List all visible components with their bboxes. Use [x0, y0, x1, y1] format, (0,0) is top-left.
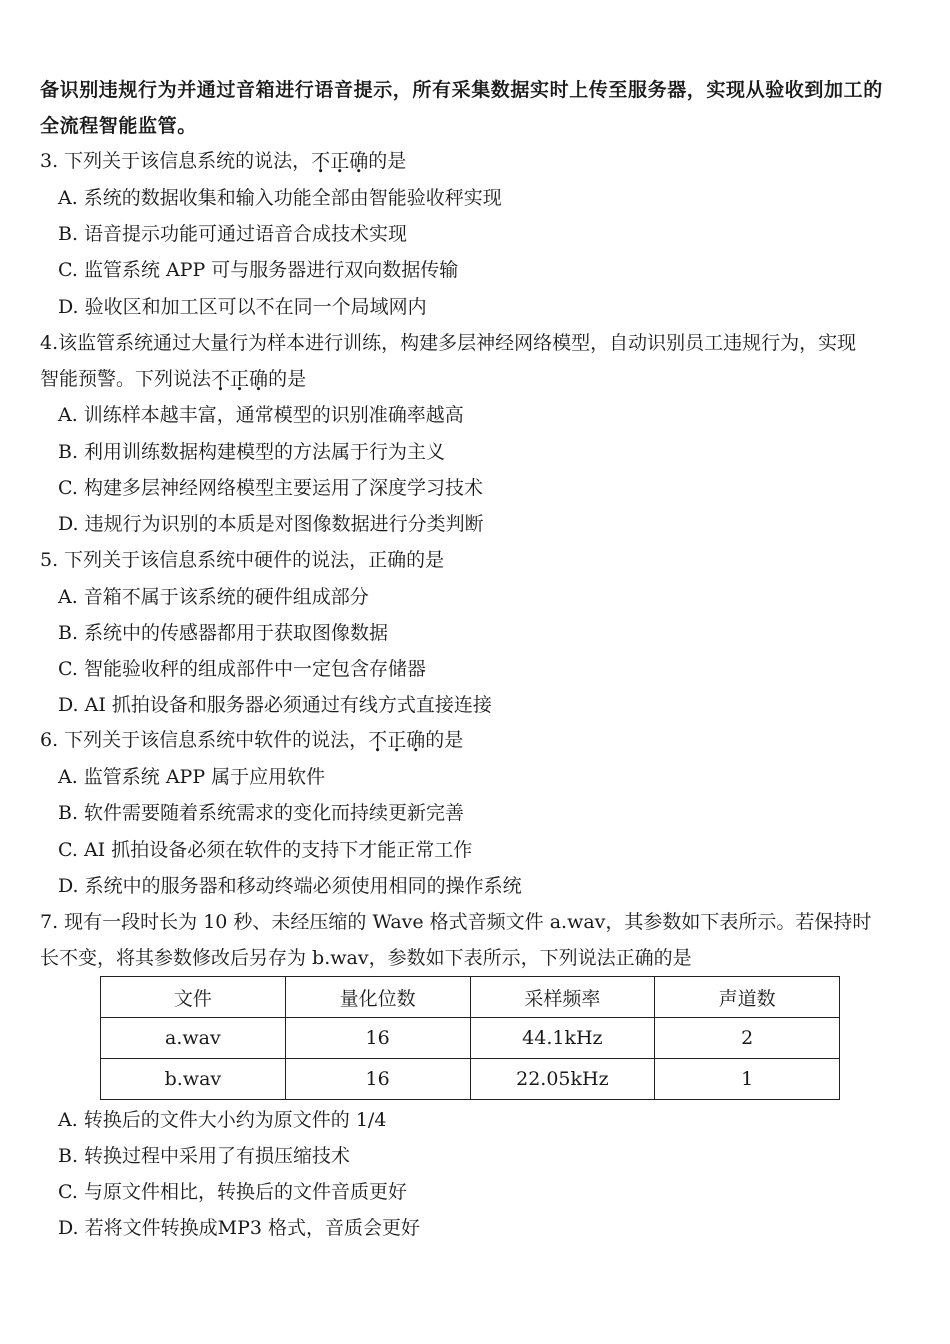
table-cell: 22.05kHz [470, 1059, 655, 1100]
question-6-option-d: D. 系统中的服务器和移动终端必须使用相同的操作系统 [58, 875, 522, 897]
emphasis-char: 正 [387, 729, 407, 751]
table-header-cell: 量化位数 [285, 977, 470, 1018]
intro-line: 备识别违规行为并通过音箱进行语音提示，所有采集数据实时上传至服务器，实现从验收到加工的 [40, 79, 883, 101]
table-cell: 2 [655, 1018, 840, 1059]
question-3-option-b: B. 语音提示功能可通过语音合成技术实现 [58, 223, 408, 245]
question-5-option-d: D. AI 抓拍设备和服务器必须通过有线方式直接连接 [58, 694, 492, 716]
table-header-cell: 声道数 [655, 977, 840, 1018]
question-4-stem: 4.该监管系统通过大量行为样本进行训练，构建多层神经网络模型，自动识别员工违规行为，实现 [40, 332, 857, 354]
table-row [101, 1018, 840, 1059]
question-5-option-a: A. 音箱不属于该系统的硬件组成部分 [58, 586, 369, 608]
table-cell: a.wav [101, 1018, 286, 1059]
question-3-option-d: D. 验收区和加工区可以不在同一个局域网内 [58, 296, 427, 318]
emphasis-char: 不 [311, 150, 331, 172]
question-3-option-a: A. 系统的数据收集和输入功能全部由智能验收秤实现 [58, 187, 502, 209]
question-7-option-b: B. 转换过程中采用了有损压缩技术 [58, 1145, 351, 1167]
question-3-stem: 3. 下列关于该信息系统的说法，不正确的是 [40, 150, 407, 172]
question-5-stem: 5. 下列关于该信息系统中硬件的说法，正确的是 [40, 549, 445, 571]
emphasis-char: 正 [230, 368, 250, 390]
table-header-cell: 采样频率 [470, 977, 655, 1018]
table-header-row [101, 977, 840, 1018]
emphasis-char: 不 [211, 368, 231, 390]
emphasis-char: 确 [349, 150, 369, 172]
intro-line: 全流程智能监管。 [40, 115, 197, 137]
question-7-stem: 7. 现有一段时长为 10 秒、未经压缩的 Wave 格式音频文件 a.wav，其参数如下表所示。若保持时 [40, 911, 872, 933]
table-cell: 1 [655, 1059, 840, 1100]
emphasis-char: 不 [368, 729, 388, 751]
question-7-option-d: D. 若将文件转换成MP3 格式，音质会更好 [58, 1217, 421, 1239]
table-row [101, 1059, 840, 1100]
audio-params-table [100, 976, 840, 1100]
emphasis-char: 确 [249, 368, 269, 390]
question-5-option-b: B. 系统中的传感器都用于获取图像数据 [58, 622, 389, 644]
question-4-stem-cont: 智能预警。下列说法不正确的是 [40, 368, 307, 390]
table-cell: b.wav [101, 1059, 286, 1100]
question-6-option-c: C. AI 抓拍设备必须在软件的支持下才能正常工作 [58, 839, 473, 861]
question-6-option-a: A. 监管系统 APP 属于应用软件 [58, 766, 326, 788]
emphasis-char: 正 [330, 150, 350, 172]
question-6-option-b: B. 软件需要随着系统需求的变化而持续更新完善 [58, 802, 465, 824]
question-7-option-c: C. 与原文件相比，转换后的文件音质更好 [58, 1181, 407, 1203]
question-7-option-a: A. 转换后的文件大小约为原文件的 1/4 [58, 1109, 387, 1131]
question-7-stem-cont: 长不变，将其参数修改后另存为 b.wav，参数如下表所示，下列说法正确的是 [40, 947, 692, 969]
emphasis-char: 确 [406, 729, 426, 751]
table-cell: 44.1kHz [470, 1018, 655, 1059]
question-3-option-c: C. 监管系统 APP 可与服务器进行双向数据传输 [58, 259, 459, 281]
table-cell: 16 [285, 1018, 470, 1059]
table-cell: 16 [285, 1059, 470, 1100]
table-header-cell: 文件 [101, 977, 286, 1018]
question-4-option-b: B. 利用训练数据构建模型的方法属于行为主义 [58, 441, 446, 463]
question-5-option-c: C. 智能验收秤的组成部件中一定包含存储器 [58, 658, 426, 680]
question-6-stem: 6. 下列关于该信息系统中软件的说法，不正确的是 [40, 729, 464, 751]
question-4-option-d: D. 违规行为识别的本质是对图像数据进行分类判断 [58, 513, 484, 535]
question-4-option-c: C. 构建多层神经网络模型主要运用了深度学习技术 [58, 477, 483, 499]
question-4-option-a: A. 训练样本越丰富，通常模型的识别准确率越高 [58, 404, 464, 426]
